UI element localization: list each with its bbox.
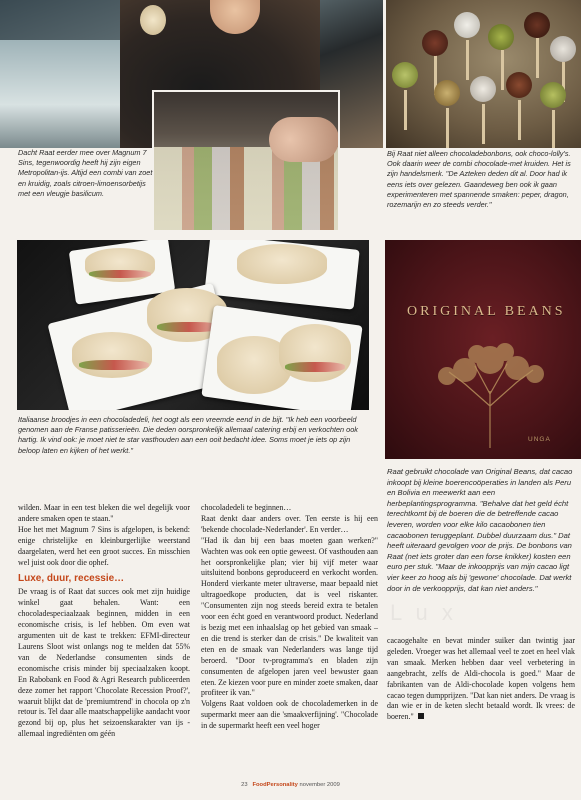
choco-lolly	[392, 62, 418, 88]
choco-lolly	[506, 72, 532, 98]
sandwich	[72, 332, 152, 378]
ice-cream-counter	[0, 40, 130, 148]
section-heading: Luxe, duur, recessie…	[18, 573, 125, 585]
lolly-stick	[482, 104, 485, 144]
hand-with-scoop	[269, 117, 339, 162]
article-column-3	[387, 636, 575, 723]
choco-lolly	[524, 12, 550, 38]
tree-illustration	[425, 336, 555, 448]
sandwich	[237, 244, 327, 284]
paragraph-text: cacaogehalte en bevat minder suiker dan twintig jaar geleden. Vroeger was het allemaal veel te zoet en heel vlak van smaak. Merken hebben daar veel verbetering in aangebracht, zelfs de Aldi-chocola is goed." Maar de fabrikanten van de Aldi-chocolade kopen volgens hem cacao tegen dumpprijzen. "Dat kan niet anders. De vraag is dan wie er in de keten slecht betaald wordt. Ik vrees: de boeren."	[387, 636, 575, 722]
lolly-stick	[446, 108, 449, 148]
end-of-article-mark	[418, 713, 424, 719]
ice-cream-cone	[140, 5, 166, 35]
photo-original-beans-book	[385, 240, 581, 459]
book-title: ORIGINAL BEANS	[407, 304, 566, 319]
article-column-1	[18, 503, 190, 740]
lolly-stick	[466, 40, 469, 80]
paragraph: wilden. Maar in een test bleken die wel degelijk voor andere smaken open te staan."	[18, 503, 190, 523]
paragraph: Hoe het met Magnum 7 Sins is afgelopen, is bekend: enige christelijke en kleinburgerlijke weerstand daargelaten, werd het een groot succes. En misschien wel juist ook door die ophef.	[18, 524, 190, 567]
choco-lolly	[488, 24, 514, 50]
background-watermark: L u x	[390, 600, 457, 625]
paragraph: De vraag is of Raat dat succes ook met zijn huidige winkel gaat behalen. Want: een chocoladespeciaalzaak beginnen, midden in een economische crisis, is lef hebben. Om even wat argumenten uit de kast te trekken: EFMI-directeur Laurens Sloot wist onlangs nog te melden dat 55% van de Nederlandse consumenten sinds de economische crisis minder bij speciaalzaken koopt. En Rabobank en Food & Agri Research publiceerden deze zomer het rapport 'Chocolate Recession Proof?', waaruit blijkt dat de 'premiumtrend' in chocola op z'n retour is. Tel daar alle maatschappelijke aandacht voor gezond bij op, plus het seizoenskarakter van ijs - allemaal ingrediënten om géén	[18, 587, 190, 739]
choco-lolly	[422, 30, 448, 56]
photo-choco-lollies	[386, 0, 581, 148]
page-number: 23	[241, 782, 248, 788]
sandwich-filling	[79, 360, 149, 370]
choco-lolly	[540, 82, 566, 108]
page-footer	[0, 782, 581, 788]
lolly-stick	[536, 38, 539, 78]
choco-lolly	[454, 12, 480, 38]
photo-italian-sandwiches	[17, 240, 369, 410]
choco-lolly	[470, 76, 496, 102]
sandwich	[279, 324, 351, 382]
caption-lollies: Bij Raat niet alleen chocoladebonbons, ook choco-lolly's. Ook daarin weer de combi chocolade-met kruiden. Het is zijn handelsmerk. "De Azteken deden dit al. Door had ik eens iets over gelezen. Gaandeweg ben ook ik gaan experimenteren met spannende smaken: peper, dragon, rozemarijn en zo steeds verder."	[387, 149, 571, 210]
paragraph: Volgens Raat voldoen ook de chocolademerken in de supermarkt meer aan die 'smaakverfijning'. "Chocolade in de supermarkt heeft een veel hoger	[201, 699, 378, 731]
caption-sandwich: Italiaanse broodjes in een chocoladedeli, het oogt als een vreemde eend in de bijt. "Ik heb een voorbeeld genomen aan de Franse patisserieën. Die deden oorspronkelijk allemaal catering erbij en verkochten ook hartig. Ik vind ook: je moet niet te star vasthouden aan een ooit bedacht idee. Soms moet je iets op zijn beloop laten en kijken of het werkt."	[18, 415, 358, 455]
issue-date: november 2009	[299, 782, 340, 788]
article-column-2	[201, 503, 378, 732]
lolly-stick	[552, 110, 555, 148]
sandwich-filling	[89, 270, 151, 278]
lolly-stick	[501, 50, 504, 90]
caption-book: Raat gebruikt chocolade van Original Beans, dat cacao inkoopt bij kleine boerencoöperaties in landen als Peru en Bolivia en meewerkt aan een herbeplantingsprogramma. "Behalve dat het geld écht terechtkomt bij de boeren die de betreffende cacao leveren, worden voor elke kilo cacaobonen tien cacaobonen teruggeplant. Dubbel duurzaam dus." Dat heeft uiteraard gevolgen voor de prijs. De bonbons van Raat (net iets groter dan een forse knikker) kosten een euro per stuk. "Maar de inkoopprijs van mijn cacao ligt vier keer zo hoog als bij 'gewone' chocolade. Dat werkt door in de verkoopprijs, dat kan niet anders."	[387, 467, 573, 593]
sandwich-filling	[285, 362, 345, 372]
book-subtitle: UNGA	[528, 436, 551, 443]
photo-ice-cream-display	[152, 90, 340, 232]
choco-lolly	[550, 36, 576, 62]
lolly-stick	[404, 90, 407, 130]
paragraph: chocoladedeli te beginnen…	[201, 503, 292, 512]
paragraph: Raat denkt daar anders over. Ten eerste is hij een 'bekende chocolade-Nederlander'. En verder…	[201, 513, 378, 534]
lolly-stick	[518, 100, 521, 140]
paragraph	[387, 636, 575, 723]
caption-icecream: Dacht Raat eerder mee over Magnum 7 Sins, tegenwoordig heeft hij zijn eigen Metropolitan-ijs. Altijd een combi van zoet en kruidig, zoals citroen-limoensorbetijs met een vleugje basilicum.	[18, 148, 153, 198]
paragraph: "Had ik dan bij een baas moeten gaan werken?" Wachten was ook een optie geweest. Of vasthouden aan het oorspronkelijke plan; vier bij vijf meter waar uitsluitend bonbons geproduceerd en verkocht worden. Honderd vierkante meter ultraverse, maar bepaald niet ultragoedkope producten, dat is veel riskanter. "Consumenten zijn nog steeds bereid extra te betalen voor een écht goed en verantwoord product. Nederland is bezig met een inhaalslag op het gebied van smaak – en die trend is sterker dan de crisis." De kwaliteit van eten en de smaak van Nederlanders was lange tijd beroerd. "Door tv-programma's en bladen zijn consumenten de afgelopen jaren veel bewuster gaan eten. Ze kiezen voor pure en minder zoete smaken, daar profiteer ik van."	[201, 535, 378, 698]
choco-lolly	[434, 80, 460, 106]
magazine-name: FoodPersonality	[252, 782, 298, 788]
